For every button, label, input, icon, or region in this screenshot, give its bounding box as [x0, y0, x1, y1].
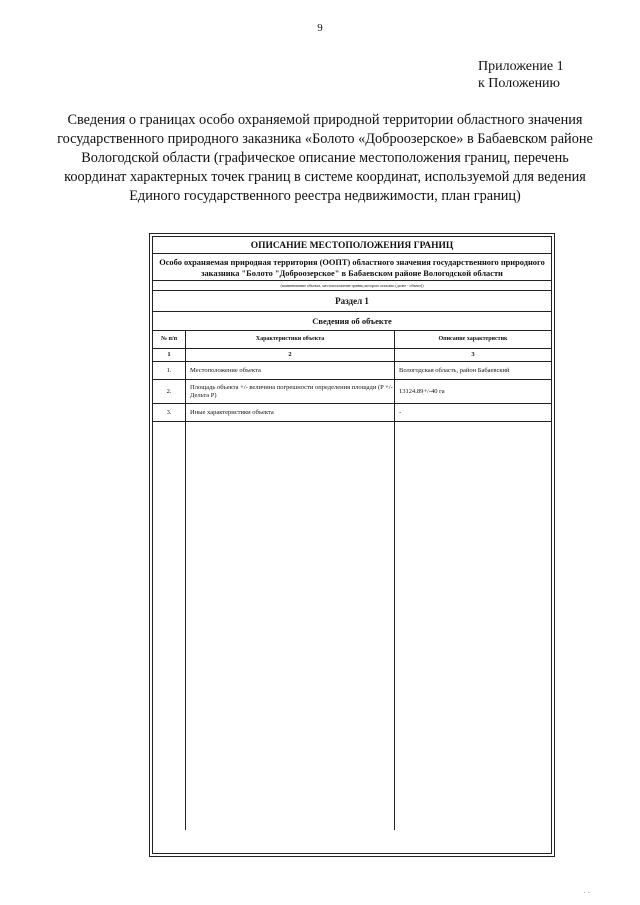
column-number-row — [153, 349, 551, 362]
empty-cell — [153, 422, 186, 830]
row-characteristic: Площадь объекта +/- величина погрешности определения площади (P +/- Дельта P) — [186, 380, 395, 403]
table-empty-area — [153, 422, 551, 830]
row-number: 2. — [153, 380, 186, 403]
table-row — [153, 362, 551, 380]
form-title: ОПИСАНИЕ МЕСТОПОЛОЖЕНИЯ ГРАНИЦ — [153, 237, 551, 254]
table-row — [153, 404, 551, 422]
row-characteristic: Местоположение объекта — [186, 362, 395, 379]
section-label: Раздел 1 — [153, 291, 551, 312]
table-header-row — [153, 331, 551, 349]
object-name: Особо охраняемая природная территория (ООПТ) областного значения государственного природного заказника "Болото "Доброозерское" в Бабаевском районе Вологодской области — [153, 254, 551, 281]
page-number: 9 — [317, 22, 323, 34]
document-heading: Сведения о границах особо охраняемой природной территории областного значения государственного природного заказника «Болото «Доброозерское» в Бабаевском районе Вологодской области (графическое описание местоположения границ, перечень координат характерных точек границ в системе координат, используемой для ведения Единого государственного реестра недвижимости, план границ) — [57, 112, 593, 204]
section-title: Сведения об объекте — [153, 312, 551, 331]
header-number: № п/п — [153, 331, 186, 348]
object-note: (наименование объекта, местоположение границ которого описано (далее - объект)) — [153, 281, 551, 291]
form-inner-frame — [152, 236, 552, 854]
header-description: Описание характеристик — [438, 336, 508, 342]
header-characteristic: Характеристики объекта — [186, 331, 395, 348]
empty-cell — [186, 422, 395, 830]
column-number-2: 2 — [186, 349, 395, 361]
table-row — [153, 380, 551, 404]
boundary-description-form — [149, 233, 555, 857]
column-number-3: 3 — [471, 351, 475, 358]
appendix-label — [478, 58, 564, 92]
row-description: - — [399, 409, 402, 416]
corner-mark: · · — [583, 889, 590, 897]
row-description: 13124.89+/-40 га — [399, 388, 445, 395]
appendix-line-1: Приложение 1 — [478, 59, 564, 74]
row-number: 3. — [153, 404, 186, 421]
row-description: Вологодская область, район Бабаевский — [399, 367, 510, 374]
row-characteristic: Иные характеристики объекта — [186, 404, 395, 421]
appendix-line-2: к Положению — [478, 76, 561, 91]
empty-cell — [395, 422, 551, 830]
row-number: 1. — [153, 362, 186, 379]
column-number-1: 1 — [153, 349, 186, 361]
